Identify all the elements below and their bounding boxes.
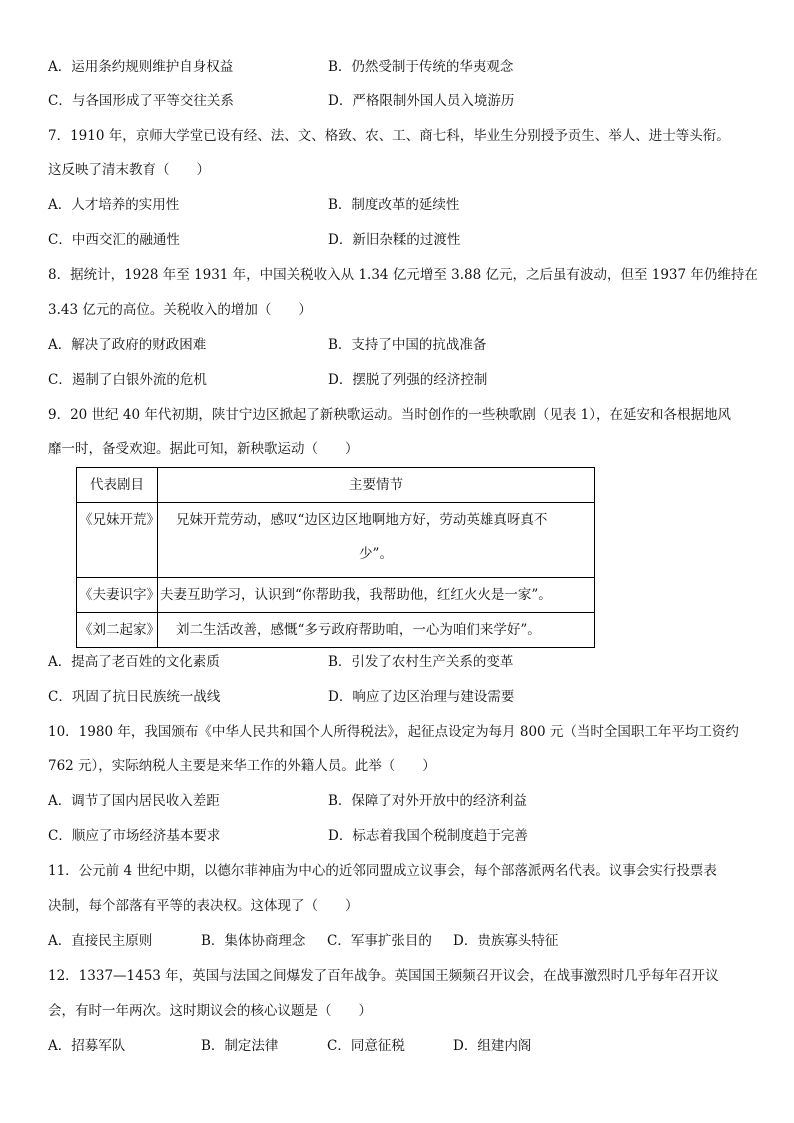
q11-option-a[interactable]: A．直接民主原则 — [48, 933, 153, 949]
q7-stem-line1: 7．1910 年，京师大学堂已设有经、法、文、格致、农、工、商七科，毕业生分别授予贡生、举人、进士等头衔。 — [48, 128, 730, 144]
q12-option-a[interactable]: A．招募军队 — [48, 1038, 126, 1054]
plot-text-line: 兄妹开荒劳动，感叹“边区边区地啊地方好，劳动英雄真呀真不 — [176, 512, 548, 528]
q6-option-d[interactable]: D．严格限制外国人员入境游历 — [328, 93, 515, 109]
table-header-cell: 代表剧目 — [77, 468, 158, 503]
q12-option-d[interactable]: D．组建内阁 — [453, 1038, 532, 1054]
q8-option-b[interactable]: B．支持了中国的抗战准备 — [328, 337, 487, 353]
q12-option-b[interactable]: B．制定法律 — [201, 1038, 279, 1054]
q8-option-c[interactable]: C．遏制了白银外流的危机 — [48, 372, 207, 388]
table-cell-play: 《刘二起家》 — [77, 613, 158, 648]
q11-stem-line2: 决制，每个部落有平等的表决权。这体现了（ ） — [48, 898, 359, 914]
q10-stem-line1: 10．1980 年，我国颁布《中华人民共和国个人所得税法》，起征点设定为每月 800 元（当时全国职工年平均工资约 — [48, 724, 739, 740]
q9-option-b[interactable]: B．引发了农村生产关系的变革 — [328, 654, 514, 670]
q9-stem-line1: 9．20 世纪 40 年代初期，陕甘宁边区掀起了新秧歌运动。当时创作的一些秧歌剧（见表 1），在延安和各根据地风 — [48, 407, 731, 423]
q9-stem-line2: 靡一时，备受欢迎。据此可知，新秧歌运动（ ） — [48, 441, 359, 457]
q12-stem-line2: 会，有时一年两次。这时期议会的核心议题是（ ） — [48, 1003, 372, 1019]
q6-option-b[interactable]: B．仍然受制于传统的华夷观念 — [328, 59, 514, 75]
q6-option-a[interactable]: A．运用条约规则维护自身权益 — [48, 59, 234, 75]
table-header-cell: 主要情节 — [158, 468, 595, 503]
q7-option-c[interactable]: C．中西交汇的融通性 — [48, 232, 180, 248]
q10-option-c[interactable]: C．顺应了市场经济基本要求 — [48, 828, 221, 844]
table-header-row — [77, 468, 595, 503]
q10-option-a[interactable]: A．调节了国内居民收入差距 — [48, 793, 220, 809]
table-row — [77, 613, 595, 648]
q8-stem-line2: 3.43 亿元的高位。关税收入的增加（ ） — [48, 302, 312, 318]
q7-stem-line2: 这反映了清末教育（ ） — [48, 162, 210, 178]
q12-option-c[interactable]: C．同意征税 — [327, 1038, 405, 1054]
q11-option-c[interactable]: C．军事扩张目的 — [327, 933, 432, 949]
table-cell-plot — [158, 503, 595, 578]
table-row — [77, 503, 595, 578]
table-cell-plot: 夫妻互助学习，认识到“你帮助我，我帮助他，红红火火是一家”。 — [158, 578, 595, 613]
q11-stem-line1: 11．公元前 4 世纪中期，以德尔菲神庙为中心的近邻同盟成立议事会，每个部落派两名代表。议事会实行投票表 — [48, 863, 717, 879]
table-cell-play: 《兄妹开荒》 — [77, 503, 158, 578]
table-cell-plot: 刘二生活改善，感慨“多亏政府帮助咱，一心为咱们来学好”。 — [158, 613, 595, 648]
q9-option-c[interactable]: C．巩固了抗日民族统一战线 — [48, 689, 221, 705]
q12-stem-line1: 12．1337—1453 年，英国与法国之间爆发了百年战争。英国国王频频召开议会，在战事激烈时几乎每年召开议 — [48, 968, 719, 984]
table-row — [77, 578, 595, 613]
q8-option-d[interactable]: D．摆脱了列强的经济控制 — [328, 372, 488, 388]
q9-option-a[interactable]: A．提高了老百姓的文化素质 — [48, 654, 220, 670]
q7-option-b[interactable]: B．制度改革的延续性 — [328, 197, 460, 213]
q11-option-d[interactable]: D．贵族寡头特征 — [453, 933, 559, 949]
table-cell-play: 《夫妻识字》 — [77, 578, 158, 613]
q9-option-d[interactable]: D．响应了边区治理与建设需要 — [328, 689, 515, 705]
q8-option-a[interactable]: A．解决了政府的财政困难 — [48, 337, 207, 353]
q10-option-d[interactable]: D．标志着我国个税制度趋于完善 — [328, 828, 528, 844]
q10-stem-line2: 762 元），实际纳税人主要是来华工作的外籍人员。此举（ ） — [48, 758, 436, 774]
plot-text-line: 少”。 — [359, 546, 393, 562]
q7-option-d[interactable]: D．新旧杂糅的过渡性 — [328, 232, 461, 248]
q8-stem-line1: 8．据统计，1928 年至 1931 年，中国关税收入从 1.34 亿元增至 3.88 亿元，之后虽有波动，但至 1937 年仍维持在 — [48, 267, 758, 283]
q6-option-c[interactable]: C．与各国形成了平等交往关系 — [48, 93, 234, 109]
q7-option-a[interactable]: A．人才培养的实用性 — [48, 197, 180, 213]
q11-option-b[interactable]: B．集体协商理念 — [201, 933, 306, 949]
q10-option-b[interactable]: B．保障了对外开放中的经济利益 — [328, 793, 527, 809]
q9-table — [76, 467, 595, 648]
